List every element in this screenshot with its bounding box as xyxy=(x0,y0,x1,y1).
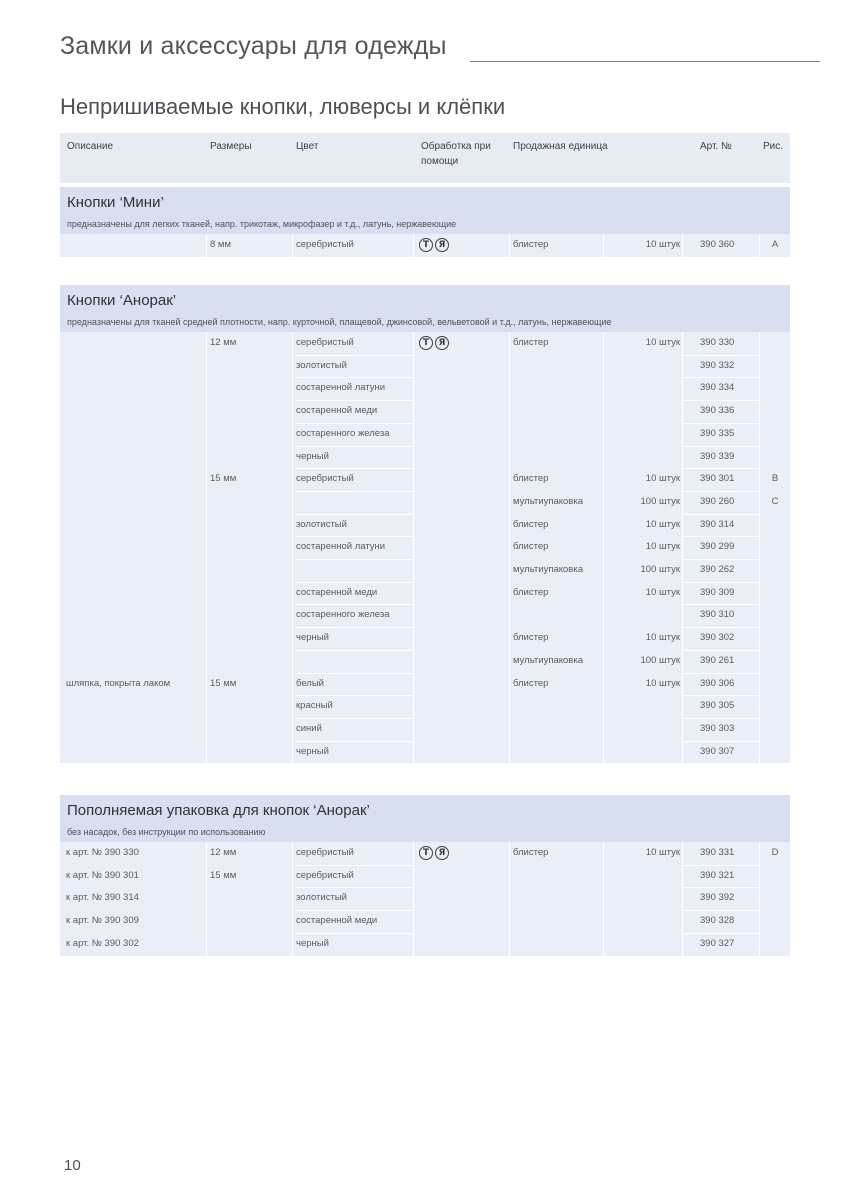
cell-color: золотистый xyxy=(296,359,347,371)
cell-color: серебристый xyxy=(296,239,354,250)
cell-article: 390 303 xyxy=(700,722,735,734)
table-header xyxy=(60,133,790,183)
column-figure: Рис. xyxy=(763,141,784,152)
cell-article: 390 339 xyxy=(700,450,735,462)
cell-color: состаренной латуни xyxy=(296,541,386,553)
cell-size: 12 мм xyxy=(210,337,237,348)
column-divider xyxy=(682,332,683,763)
pliers-circle-icon: Я xyxy=(435,238,449,252)
cell-unit: блистер xyxy=(513,239,549,250)
cell-color: красный xyxy=(296,700,333,712)
cell-color: серебристый xyxy=(296,473,354,485)
cell-unit: блистер xyxy=(513,586,549,598)
cell-unit: блистер xyxy=(513,541,549,553)
column-description: Описание xyxy=(67,141,114,152)
group-title: Пополняемая упаковка для кнопок ‘Анорак’ xyxy=(67,802,370,819)
column-divider xyxy=(292,842,293,956)
tool-icons xyxy=(419,238,449,252)
cell-color: белый xyxy=(296,677,324,689)
cell-color: синий xyxy=(296,722,322,734)
column-tool-line1: Обработка при xyxy=(421,141,491,152)
cell-article: 390 332 xyxy=(700,359,735,371)
cell-article: 390 321 xyxy=(700,869,735,881)
cell-qty: 100 штук xyxy=(640,654,680,666)
cell-unit: блистер xyxy=(513,337,549,348)
cell-description: к арт. № 390 302 xyxy=(66,937,139,949)
column-divider xyxy=(759,842,760,956)
group-description: предназначены для тканей средней плотности, напр. курточной, плащевой, джинсовой, вельветовой и т.д., латунь, нержавеющие xyxy=(67,317,612,327)
cell-description: шляпка, покрыта лаком xyxy=(66,677,171,689)
cell-qty: 10 штук xyxy=(645,337,680,348)
hammer-circle-icon: T xyxy=(419,336,433,350)
cell-figure: C xyxy=(771,495,779,507)
group-title: Кнопки ‘Мини’ xyxy=(67,194,164,211)
pliers-circle-icon: Я xyxy=(435,846,449,860)
row-divider xyxy=(296,491,413,492)
section-title: Непришиваемые кнопки, люверсы и клёпки xyxy=(60,94,506,119)
cell-unit: мультиупаковка xyxy=(513,564,584,575)
column-divider xyxy=(603,842,604,956)
cell-description: к арт. № 390 309 xyxy=(66,915,139,927)
hammer-circle-icon: T xyxy=(419,238,433,252)
row-divider xyxy=(296,650,413,651)
cell-unit: блистер xyxy=(513,518,549,530)
column-divider xyxy=(206,234,207,257)
column-tool xyxy=(421,139,491,169)
cell-description: к арт. № 390 314 xyxy=(66,892,139,904)
cell-article: 390 330 xyxy=(700,337,735,348)
column-unit: Продажная единица xyxy=(513,141,608,152)
column-divider xyxy=(509,842,510,956)
cell-size: 15 мм xyxy=(210,473,237,485)
cell-article: 390 334 xyxy=(700,382,735,394)
cell-article: 390 302 xyxy=(700,632,735,644)
cell-qty: 10 штук xyxy=(645,541,680,553)
cell-color: черный xyxy=(296,745,329,757)
group-description: предназначены для легких тканей, напр. трикотаж, микрофазер и т.д., латунь, нержавеющие xyxy=(67,219,457,229)
cell-article: 390 335 xyxy=(700,427,735,439)
cell-unit: мультиупаковка xyxy=(513,654,584,666)
group-title: Кнопки ‘Анорак’ xyxy=(67,292,177,309)
group-mini xyxy=(60,187,790,257)
cell-color: черный xyxy=(296,632,329,644)
cell-article: 390 309 xyxy=(700,586,735,598)
cell-qty: 100 штук xyxy=(640,564,680,575)
cell-figure: D xyxy=(771,847,779,858)
group-body xyxy=(60,332,790,763)
cell-unit: блистер xyxy=(513,677,549,689)
title-rule xyxy=(470,61,820,62)
column-article: Арт. № xyxy=(700,141,732,152)
cell-size: 15 мм xyxy=(210,869,237,881)
group-body xyxy=(60,842,790,956)
tool-icons xyxy=(419,336,449,350)
group-body xyxy=(60,234,790,257)
group-header xyxy=(60,187,790,234)
column-divider xyxy=(603,332,604,763)
cell-article: 390 299 xyxy=(700,541,735,553)
cell-unit: блистер xyxy=(513,847,549,858)
column-divider xyxy=(206,842,207,956)
row-divider xyxy=(296,559,413,560)
cell-figure: A xyxy=(771,239,779,250)
cell-article: 390 314 xyxy=(700,518,735,530)
cell-article: 390 301 xyxy=(700,473,735,485)
cell-article: 390 360 xyxy=(700,239,735,250)
group-header xyxy=(60,795,790,842)
cell-color: серебристый xyxy=(296,869,354,881)
cell-size: 8 мм xyxy=(210,239,231,250)
cell-color: черный xyxy=(296,450,329,462)
cell-article: 390 327 xyxy=(700,937,735,949)
column-sizes: Размеры xyxy=(210,141,252,152)
cell-size: 15 мм xyxy=(210,677,237,689)
cell-color: золотистый xyxy=(296,892,347,904)
group-anorak xyxy=(60,285,790,763)
column-divider xyxy=(759,332,760,763)
column-divider xyxy=(682,234,683,257)
cell-size: 12 мм xyxy=(210,847,237,858)
column-divider xyxy=(509,332,510,763)
cell-unit: блистер xyxy=(513,473,549,485)
cell-color: серебристый xyxy=(296,337,354,348)
column-tool-line2: помощи xyxy=(421,156,459,167)
cell-qty: 10 штук xyxy=(645,677,680,689)
column-divider xyxy=(682,842,683,956)
cell-article: 390 261 xyxy=(700,654,735,666)
cell-article: 390 336 xyxy=(700,405,735,417)
group-description: без насадок, без инструкции по использованию xyxy=(67,827,266,837)
group-header xyxy=(60,285,790,332)
cell-article: 390 310 xyxy=(700,609,735,621)
column-color: Цвет xyxy=(296,141,319,152)
cell-color: серебристый xyxy=(296,847,354,858)
column-divider xyxy=(206,332,207,763)
cell-article: 390 307 xyxy=(700,745,735,757)
cell-color: состаренной латуни xyxy=(296,382,386,394)
cell-unit: мультиупаковка xyxy=(513,495,584,507)
cell-color: черный xyxy=(296,937,329,949)
cell-color: состаренного железа xyxy=(296,427,390,439)
cell-qty: 100 штук xyxy=(640,495,680,507)
cell-color: состаренной меди xyxy=(296,915,378,927)
cell-article: 390 331 xyxy=(700,847,735,858)
cell-color: золотистый xyxy=(296,518,347,530)
column-divider xyxy=(292,332,293,763)
column-divider xyxy=(759,234,760,257)
page-number: 10 xyxy=(64,1157,81,1174)
cell-qty: 10 штук xyxy=(645,239,680,250)
cell-article: 390 306 xyxy=(700,677,735,689)
cell-color: состаренной меди xyxy=(296,405,378,417)
hammer-circle-icon: T xyxy=(419,846,433,860)
group-anorak-refill xyxy=(60,795,790,956)
cell-color: состаренного железа xyxy=(296,609,390,621)
cell-article: 390 328 xyxy=(700,915,735,927)
cell-article: 390 260 xyxy=(700,495,735,507)
cell-qty: 10 штук xyxy=(645,518,680,530)
cell-qty: 10 штук xyxy=(645,473,680,485)
cell-article: 390 305 xyxy=(700,700,735,712)
cell-qty: 10 штук xyxy=(645,586,680,598)
cell-description: к арт. № 390 301 xyxy=(66,869,139,881)
pliers-circle-icon: Я xyxy=(435,336,449,350)
page-title: Замки и аксессуары для одежды xyxy=(60,32,447,60)
cell-qty: 10 штук xyxy=(645,847,680,858)
column-divider xyxy=(603,234,604,257)
cell-figure: B xyxy=(771,473,779,485)
column-divider xyxy=(292,234,293,257)
cell-qty: 10 штук xyxy=(645,632,680,644)
column-divider xyxy=(509,234,510,257)
cell-color: состаренной меди xyxy=(296,586,378,598)
tool-icons xyxy=(419,846,449,860)
cell-article: 390 392 xyxy=(700,892,735,904)
cell-article: 390 262 xyxy=(700,564,735,575)
cell-description: к арт. № 390 330 xyxy=(66,847,139,858)
cell-unit: блистер xyxy=(513,632,549,644)
